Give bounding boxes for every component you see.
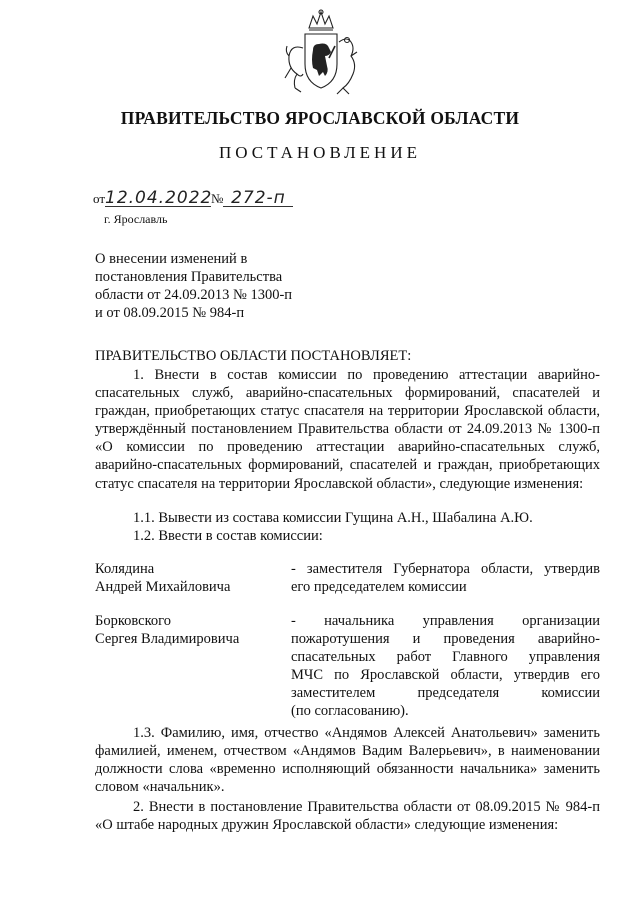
- handwritten-number: 272-п: [223, 190, 293, 207]
- subject-line: и от 08.09.2015 № 984-п: [95, 305, 245, 321]
- handwritten-date: 12.04.2022: [105, 188, 213, 208]
- person-role-koliadin: [291, 560, 600, 596]
- person-given-name: Сергея Владимировича: [95, 631, 240, 648]
- item-2-text: 2. Внести в постановление Правительства области от 08.09.2015 № 984-п «О штабе народных дружин Ярославской области» следующие изменения:: [95, 799, 600, 834]
- role-line: пожаротушения и проведения аварийно-: [291, 631, 600, 648]
- date-prefix: от: [93, 191, 106, 206]
- date-number-line: [93, 190, 293, 207]
- role-line: его председателем комиссии: [291, 579, 467, 596]
- decree-statement: ПРАВИТЕЛЬСТВО ОБЛАСТИ ПОСТАНОВЛЯЕТ:: [95, 348, 412, 364]
- document-subject: [95, 250, 292, 322]
- person-name-koliadin: [95, 560, 230, 596]
- item-2: [95, 798, 600, 834]
- person-name-borkovsky: [95, 612, 239, 648]
- item-1-2: 1.2. Ввести в состав комиссии:: [133, 528, 323, 544]
- role-line: спасательных работ Главного управления: [291, 649, 600, 666]
- role-line: (по согласованию).: [291, 703, 409, 720]
- role-line: - заместителя Губернатора области, утвердив: [291, 561, 600, 577]
- coat-of-arms-icon: [283, 8, 359, 96]
- role-line: - начальника управления организации: [291, 613, 600, 629]
- item-1-text: 1. Внести в состав комиссии по проведению аттестации аварийно-спасательных служб, аварийно-спасательных формирований, спасателей и граждан, приобретающих статус спасателя на территории Ярославской области, утверждённый постановлением Правительства области от 24.09.2013 № 1300-п «О комиссии по проведению аттестации аварийно-спасательных служб, аварийно-спасательных формирований, спасателей и граждан, приобретающих статус спасателя на территории Ярославской области», следующие изменения:: [95, 367, 600, 492]
- subject-line: О внесении изменений в: [95, 251, 248, 267]
- role-line: МЧС по Ярославской области, утвердив его: [291, 667, 600, 684]
- person-role-borkovsky: [291, 612, 600, 721]
- government-title: ПРАВИТЕЛЬСТВО ЯРОСЛАВСКОЙ ОБЛАСТИ: [120, 108, 520, 128]
- city-label: г. Ярославль: [104, 212, 168, 226]
- item-1-1: 1.1. Вывести из состава комиссии Гущина А.Н., Шабалина А.Ю.: [133, 510, 533, 526]
- number-prefix: №: [211, 191, 224, 206]
- subject-line: постановления Правительства: [95, 269, 283, 285]
- document-type: ПОСТАНОВЛЕНИЕ: [218, 143, 421, 162]
- item-1-3-text: 1.3. Фамилию, имя, отчество «Андямов Алексей Анатольевич» заменить фамилией, именем, отчеством «Андямов Вадим Валерьевич», в наименовании должности слова «временно исполняющий обязанности начальника» заменить словом «начальник».: [95, 725, 600, 796]
- person-surname: Колядина: [95, 561, 155, 577]
- role-line: заместителем председателя комиссии: [291, 685, 600, 702]
- subject-line: области от 24.09.2013 № 1300-п: [95, 287, 293, 303]
- item-1-3: [95, 724, 600, 796]
- person-surname: Борковского: [95, 613, 171, 629]
- person-given-name: Андрей Михайловича: [95, 579, 231, 596]
- item-1: [95, 366, 600, 493]
